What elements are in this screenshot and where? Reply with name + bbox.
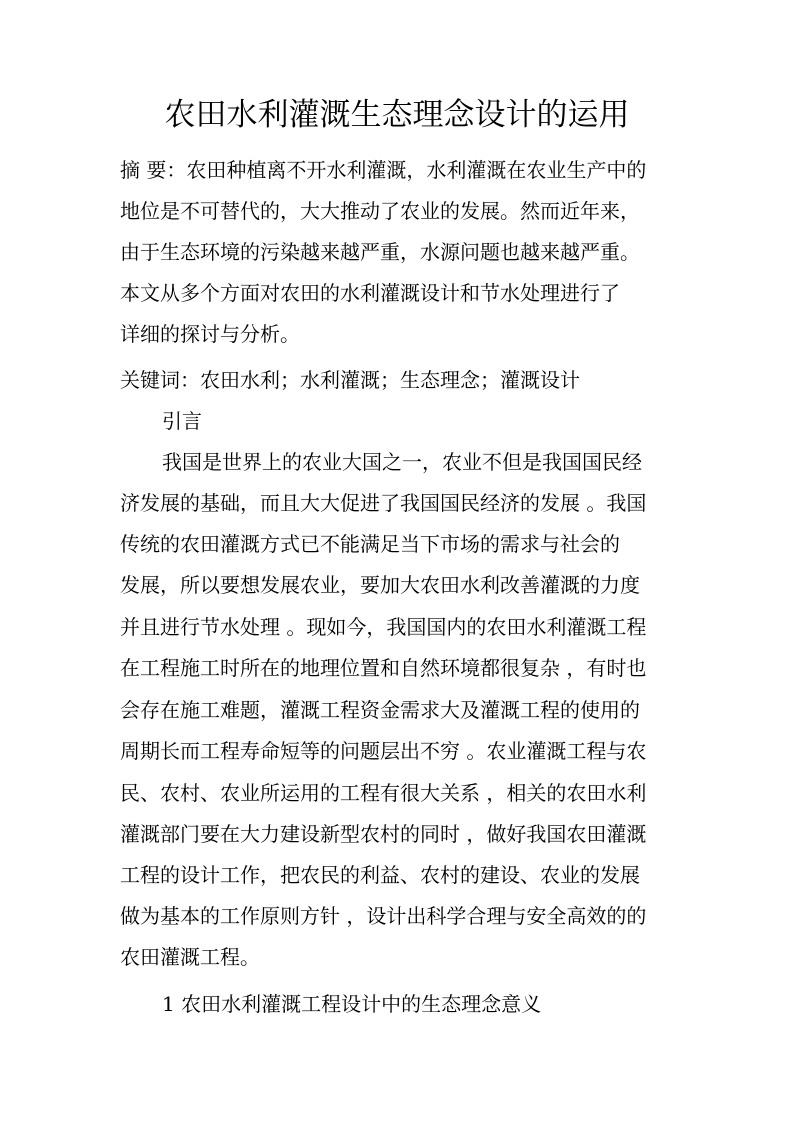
abstract-line-2: 地位是不可替代的，大大推动了农业的发展。然而近年来，: [120, 199, 640, 223]
abstract-line-4: 本文从多个方面对农田的水利灌溉设计和节水处理进行了: [120, 281, 620, 305]
body-line-6: 在工程施工时所在的地理位置和自然环境都很复杂 ，有时也: [120, 656, 647, 680]
body-line-9: 民、农村、农业所运用的工程有很大关系 ，相关的农田水利: [120, 781, 647, 805]
body-line-3: 传统的农田灌溉方式已不能满足当下市场的需求与社会的: [120, 532, 620, 556]
body-line-11: 工程的设计工作，把农民的利益、农村的建设、农业的发展: [120, 863, 640, 887]
body-line-13: 农田灌溉工程。: [120, 945, 260, 969]
abstract-line-3: 由于生态环境的污染越来越严重，水源问题也越来越严重。: [120, 240, 640, 264]
body-line-4: 发展，所以要想发展农业，要加大农田水利改善灌溉的力度: [120, 573, 640, 597]
document-title: 农田水利灌溉生态理念设计的运用: [164, 97, 630, 133]
body-line-10: 灌溉部门要在大力建设新型农村的同时 ，做好我国农田灌溉: [120, 822, 647, 846]
body-line-2: 济发展的基础，而且大大促进了我国国民经济的发展 。我国: [120, 491, 647, 515]
abstract-line-5: 详细的探讨与分析。: [120, 322, 300, 346]
keywords-line: 关键词：农田水利；水利灌溉；生态理念；灌溉设计: [120, 368, 580, 392]
body-line-8: 周期长而工程寿命短等的问题层出不穷 。农业灌溉工程与农: [120, 739, 647, 763]
body-line-12: 做为基本的工作原则方针 ，设计出科学合理与安全高效的的: [120, 904, 647, 928]
body-line-7: 会存在施工难题，灌溉工程资金需求大及灌溉工程的使用的: [120, 698, 640, 722]
intro-heading: 引言: [162, 409, 202, 433]
body-line-1: 我国是世界上的农业大国之一，农业不但是我国国民经: [162, 450, 642, 474]
body-line-5: 并且进行节水处理 。现如今，我国国内的农田水利灌溉工程: [120, 615, 647, 639]
abstract-line-1: 摘 要：农田种植离不开水利灌溉，水利灌溉在农业生产中的: [120, 158, 647, 182]
section-heading: 1 农田水利灌溉工程设计中的生态理念意义: [162, 992, 542, 1016]
